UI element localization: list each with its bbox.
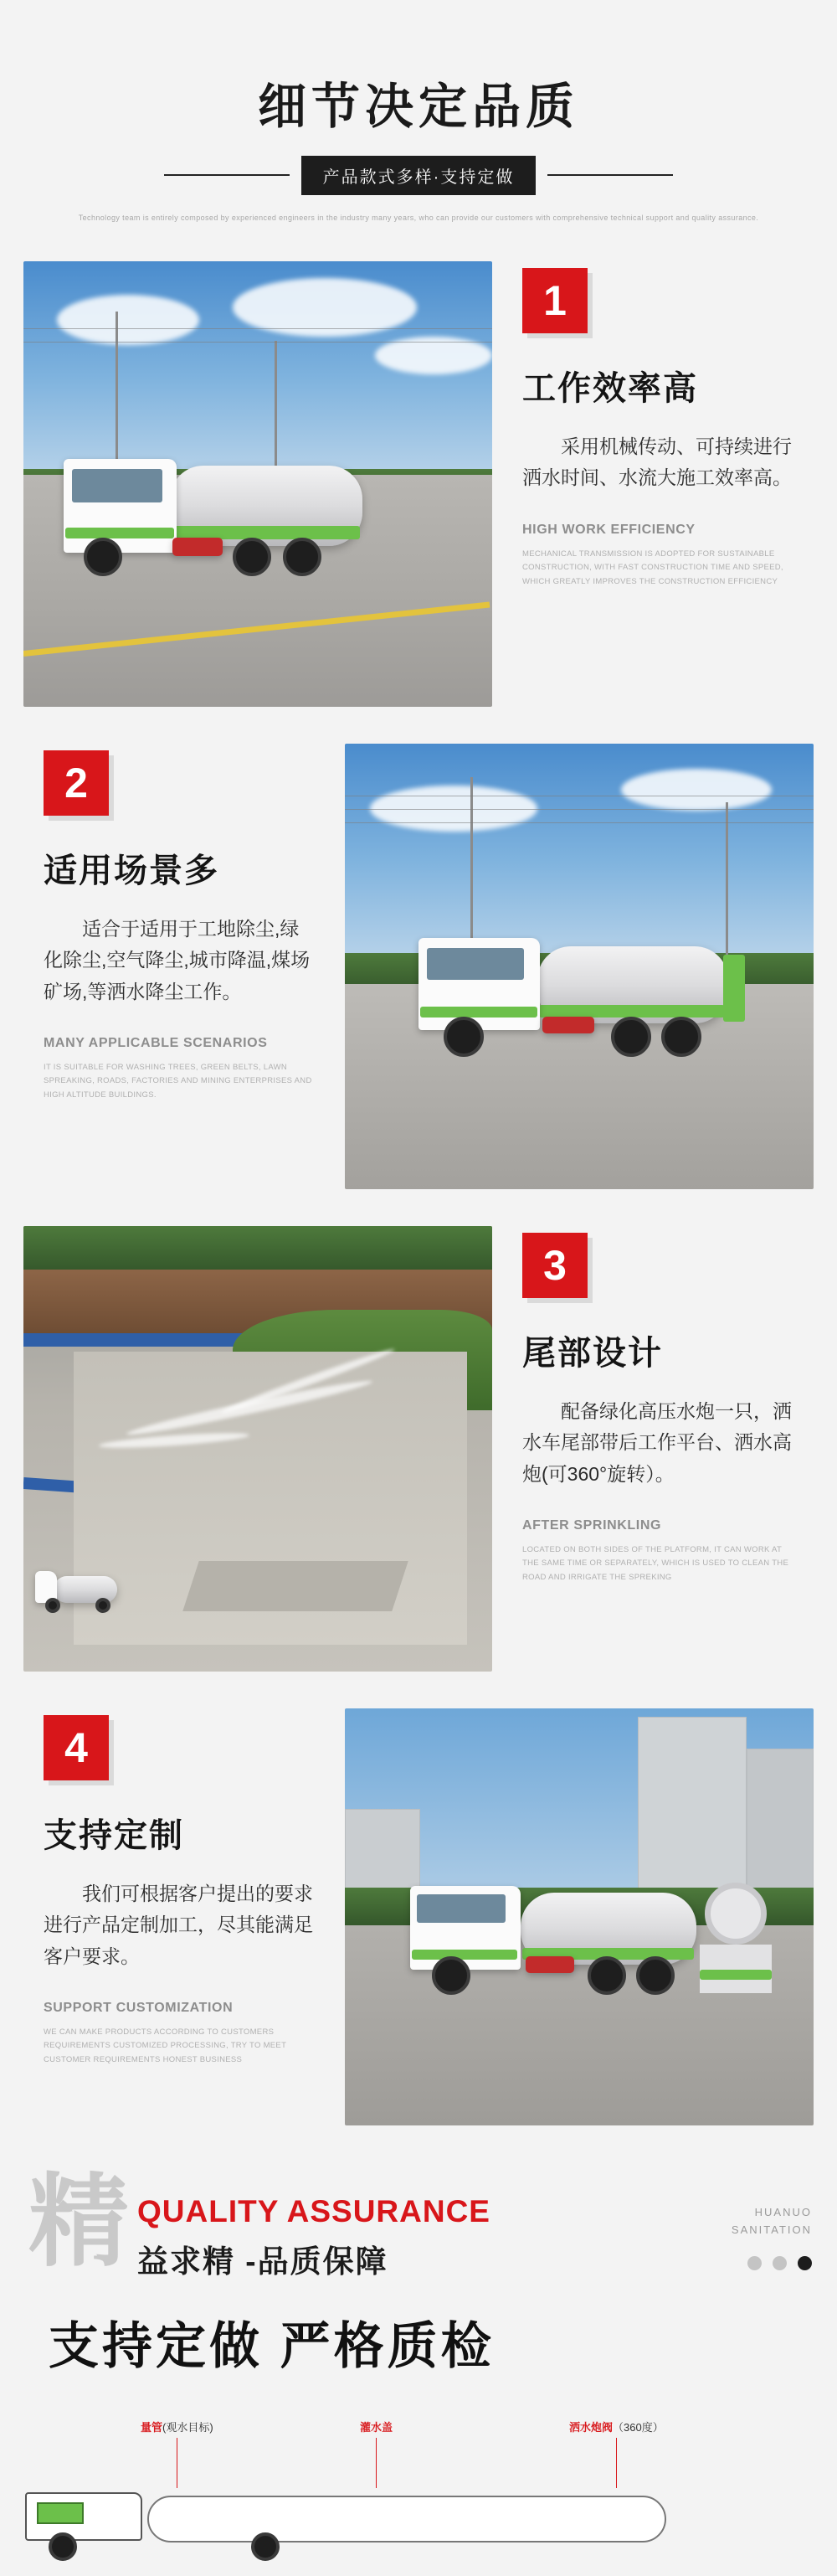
feature-text-1 [492,261,814,589]
feature-block-4 [0,1708,837,2125]
divider-right [547,174,673,176]
feature-title-3: 尾部设计 [522,1335,663,1373]
page-header [0,0,837,224]
feature-block-1 [0,261,837,707]
dot-1 [747,2256,762,2270]
quality-banner [0,2162,837,2378]
dot-3 [798,2256,812,2270]
diagram-tank [147,2496,666,2543]
callout-3: 洒水炮阀（360度） [569,2419,664,2488]
feature-image-4 [345,1708,814,2125]
diagram-wheel-front [49,2532,77,2561]
subtitle-row [0,156,837,195]
feature-title-2: 适用场景多 [44,853,219,890]
page-title: 细节决定品质 [257,80,579,134]
divider-left [164,174,290,176]
callout-2: 灌水盖 [360,2419,393,2488]
dot-2 [773,2256,787,2270]
feature-number-1: 1 [522,268,588,333]
feature-text-4 [23,1708,345,2068]
feature-en-title-4: SUPPORT CUSTOMIZATION [44,2000,234,2015]
feature-title-4: 支持定制 [44,1817,184,1855]
feature-en-title-2: MANY APPLICABLE SCENARIOS [44,1035,268,1050]
feature-body-3: 配备绿化高压水炮一只，洒水车尾部带后工作平台、洒水高炮(可360°旋转）。 [522,1400,792,1485]
feature-block-2 [0,744,837,1189]
feature-number-2: 2 [44,750,109,816]
feature-en-body-3: LOCATED ON BOTH SIDES OF THE PLATFORM, IT CAN WORK AT THE SAME TIME OR SEPARATELY, WHICH IS USED TO CLEAN THE ROAD AND IRRIGATE THE SPREKING [522,1544,789,1583]
truck-parts-diagram [0,2415,837,2566]
feature-number-3: 3 [522,1233,588,1298]
feature-image-3 [23,1226,492,1672]
quality-english: QUALITY ASSURANCE [137,2194,490,2229]
callout-line-3 [616,2438,617,2488]
brand-name-line2: SANITATION [731,2223,812,2236]
feature-block-3 [0,1226,837,1672]
feature-en-title-3: AFTER SPRINKLING [522,1517,662,1533]
feature-en-body-1: MECHANICAL TRANSMISSION IS ADOPTED FOR SUSTAINABLE CONSTRUCTION, WITH FAST CONSTRUCTION TIME AND SPEED, WHICH GREATLY IMPROVES THE CONSTRUCTION EFFICIENCY [522,549,783,586]
feature-body-2: 适合于适用于工地除尘,绿化除尘,空气降尘,城市降温,煤场矿场,等洒水降尘工作。 [44,918,311,1002]
page-subtitle: 产品款式多样·支持定做 [301,156,537,195]
feature-body-1: 采用机械传动、可持续进行洒水时间、水流大施工效率高。 [522,435,792,489]
feature-number-4: 4 [44,1715,109,1780]
quality-chinese: 益求精 -品质保障 [137,2244,388,2280]
diagram-cab-window [37,2502,84,2524]
header-english-note: Technology team is entirely composed by experienced engineers in the industry many years, who can provide our customers with comprehensive technical support and quality assurance. [78,213,759,222]
quality-big-character: 精 [28,2162,129,2281]
callout-line-2 [376,2438,377,2488]
quality-headline: 支持定做 严格质检 [49,2318,495,2375]
callout-1: 量管(观水目标) [141,2419,213,2488]
feature-en-body-2: IT IS SUITABLE FOR WASHING TREES, GREEN BELTS, LAWN SPREAKING, ROADS, FACTORIES AND MINING ENTERPRISES AND HIGH ALTITUDE BUILDINGS. [44,1062,312,1100]
feature-en-title-1: HIGH WORK EFFICIENCY [522,522,696,537]
dot-indicators [732,2256,812,2270]
feature-text-3 [492,1226,814,1585]
feature-text-2 [23,744,345,1103]
feature-image-2 [345,744,814,1189]
feature-image-1 [23,261,492,707]
feature-body-4: 我们可根据客户提出的要求进行产品定制加工，尽其能满足客户要求。 [44,1883,313,1967]
feature-title-1: 工作效率高 [522,370,698,408]
brand-name-line1: HUANUO [754,2206,812,2219]
brand-block [732,2176,812,2270]
diagram-wheel-rear [251,2532,280,2561]
feature-en-body-4: WE CAN MAKE PRODUCTS ACCORDING TO CUSTOMERS REQUIREMENTS CUSTOMIZED PROCESSING, TRY TO MEET CUSTOMER REQUIREMENTS HONEST BUSINESS [44,2027,286,2065]
